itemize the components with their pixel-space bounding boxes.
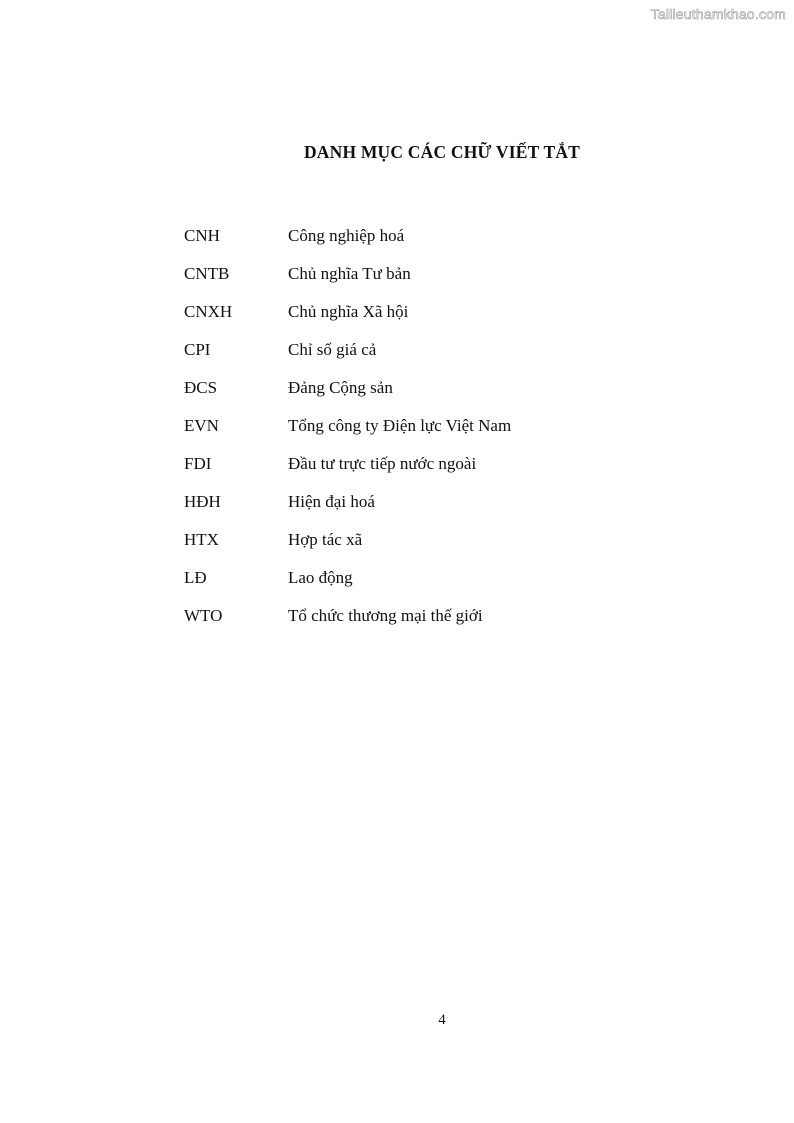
abbreviation-row (184, 530, 511, 568)
abbreviation-row (184, 340, 511, 378)
abbreviation-row (184, 568, 511, 606)
abbreviation-term: CNH (184, 226, 220, 245)
abbreviation-term: FDI (184, 454, 212, 473)
abbreviation-term: WTO (184, 606, 223, 625)
abbreviation-term: HTX (184, 530, 219, 549)
abbreviation-definition: Tổng công ty Điện lực Việt Nam (288, 416, 512, 435)
abbreviation-row (184, 226, 511, 264)
abbreviation-definition: Hiện đại hoá (288, 492, 375, 511)
page-number: 4 (438, 1012, 446, 1028)
watermark: Tailieuthamkhao.com (650, 6, 786, 22)
abbreviation-term: ĐCS (184, 378, 218, 397)
abbreviation-definition: Công nghiệp hoá (288, 226, 405, 245)
abbreviation-term: CNTB (184, 264, 230, 283)
abbreviation-term: CNXH (184, 302, 233, 321)
abbreviation-term: HĐH (184, 492, 221, 511)
abbreviation-definition: Đảng Cộng sản (288, 378, 393, 397)
abbreviation-definition: Đầu tư trực tiếp nước ngoài (288, 454, 477, 473)
abbreviation-row (184, 416, 511, 454)
abbreviation-row (184, 264, 511, 302)
abbreviation-definition: Chủ nghĩa Tư bản (288, 264, 411, 283)
abbreviation-definition: Chỉ số giá cả (288, 340, 377, 359)
abbreviation-definition: Lao động (288, 568, 353, 587)
abbreviation-row (184, 492, 511, 530)
abbreviation-row (184, 606, 511, 644)
abbreviation-definition: Hợp tác xã (288, 530, 363, 549)
abbreviation-term: CPI (184, 340, 211, 359)
abbreviation-term: LĐ (184, 568, 207, 587)
abbreviation-row (184, 454, 511, 492)
abbreviation-list (184, 226, 511, 644)
abbreviation-definition: Tổ chức thương mại thế giới (288, 606, 483, 625)
abbreviation-row (184, 302, 511, 340)
abbreviation-row (184, 378, 511, 416)
abbreviation-definition: Chủ nghĩa Xã hội (288, 302, 409, 321)
abbreviation-term: EVN (184, 416, 219, 435)
page-title: DANH MỤC CÁC CHỮ VIẾT TẮT (303, 142, 581, 162)
